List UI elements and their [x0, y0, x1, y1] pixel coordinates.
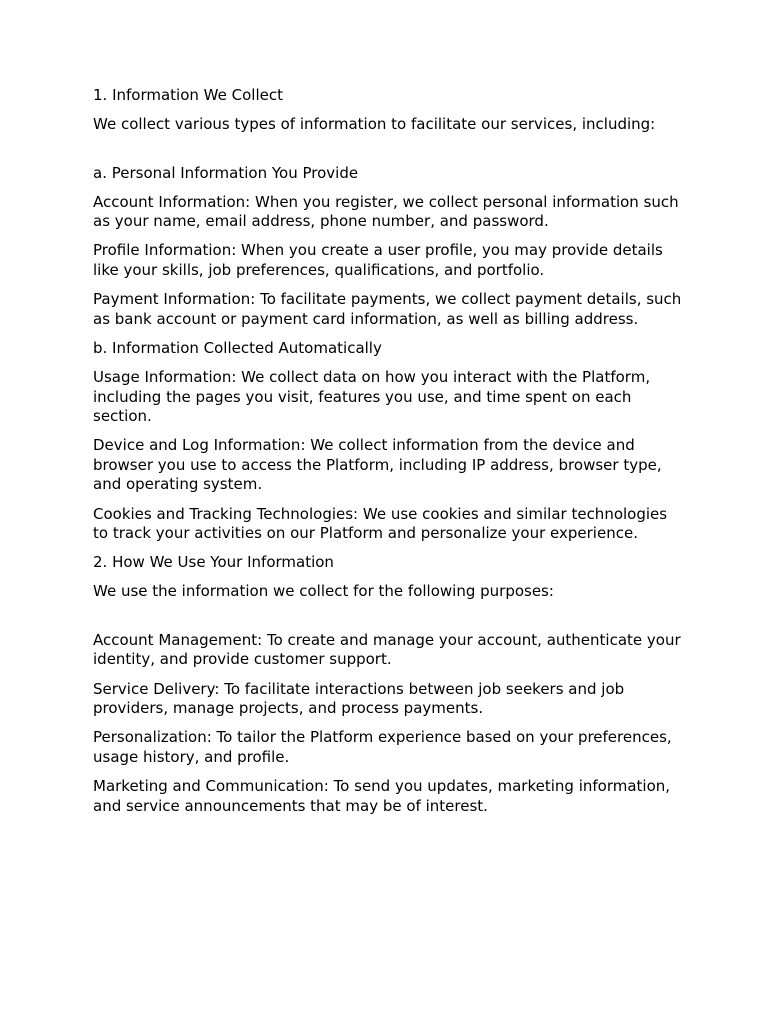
intro-paragraph-use: We use the information we collect for the following purposes:: [93, 582, 554, 601]
paragraph-marketing-communication: Marketing and Communication: To send you updates, marketing information, and service announcements that may be of interest.: [93, 776, 671, 815]
section-heading-information-we-collect: 1. Information We Collect: [93, 86, 283, 104]
paragraph-payment-information: Payment Information: To facilitate payments, we collect payment details, such as bank account or payment card information, as well as billing address.: [93, 290, 682, 328]
paragraph-service-delivery: Service Delivery: To facilitate interactions between job seekers and job providers, manage projects, and process payments.: [93, 679, 625, 718]
paragraph-device-log-information: Device and Log Information: We collect information from the device and browser you use to access the Platform, including IP address, browser type, and operating system.: [93, 436, 662, 494]
subheading-collected-automatically: b. Information Collected Automatically: [93, 338, 382, 357]
paragraph-account-information: Account Information: When you register, we collect personal information such as your name, email address, phone number, and password.: [93, 192, 679, 231]
paragraph-personalization: Personalization: To tailor the Platform experience based on your preferences, usage history, and profile.: [93, 728, 672, 766]
subheading-personal-information: a. Personal Information You Provide: [93, 163, 359, 182]
paragraph-profile-information: Profile Information: When you create a user profile, you may provide details like your skills, job preferences, qualifications, and portfolio.: [93, 241, 663, 280]
paragraph-cookies-tracking: Cookies and Tracking Technologies: We use cookies and similar technologies to track your activities on our Platform and personalize your experience.: [93, 504, 668, 543]
paragraph-usage-information: Usage Information: We collect data on how you interact with the Platform, including the pages you visit, features you use, and time spent on each section.: [93, 367, 651, 426]
document-page: [93, 86, 683, 826]
intro-paragraph-collect: We collect various types of information to facilitate our services, including:: [93, 115, 656, 134]
paragraph-account-management: Account Management: To create and manage your account, authenticate your identity, and provide customer support.: [93, 630, 681, 669]
section-heading-how-we-use: 2. How We Use Your Information: [93, 553, 334, 572]
